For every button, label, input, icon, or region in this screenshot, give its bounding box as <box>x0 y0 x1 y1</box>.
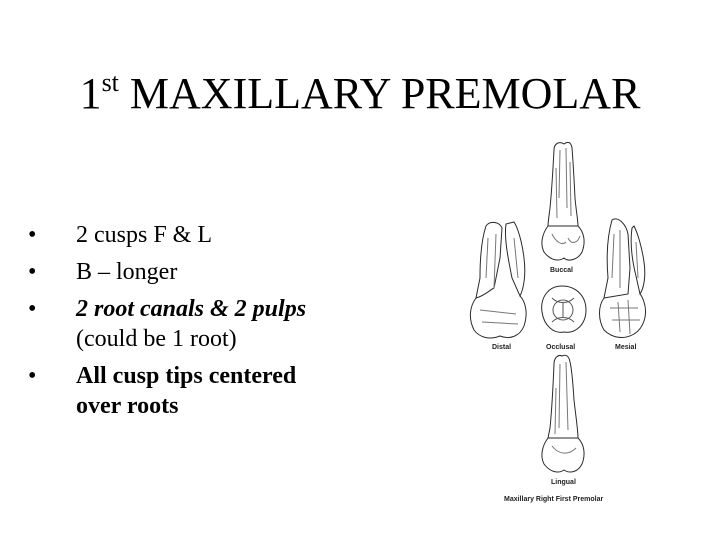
bullet-note: (could be 1 root) <box>76 326 237 352</box>
title-superscript: st <box>101 68 119 97</box>
label-lingual: Lingual <box>551 479 576 486</box>
tooth-figure <box>468 138 648 510</box>
bullet-item <box>28 220 408 250</box>
label-buccal: Buccal <box>550 267 573 274</box>
label-distal: Distal <box>492 344 512 351</box>
bullet-text: 2 cusps F & L <box>76 222 213 248</box>
distal-view <box>470 222 526 338</box>
buccal-view <box>542 142 584 260</box>
mesial-view <box>600 219 646 338</box>
bullet-list <box>28 220 408 428</box>
bullet-item <box>28 294 408 354</box>
lingual-view <box>542 355 584 472</box>
bullet-dot: • <box>28 259 37 285</box>
bullet-item <box>28 361 408 421</box>
title-prefix: 1 <box>79 69 102 118</box>
bullet-dot: • <box>28 363 37 389</box>
bullet-item <box>28 257 408 287</box>
tooth-illustration <box>468 138 648 510</box>
bullet-text: All cusp tips centered <box>76 363 297 389</box>
bullet-text-continued: over roots <box>76 393 179 419</box>
title-main: MAXILLARY PREMOLAR <box>129 69 641 118</box>
occlusal-view <box>542 286 586 332</box>
label-occlusal: Occlusal <box>546 344 576 351</box>
bullet-text: 2 root canals & 2 pulps <box>76 296 307 322</box>
slide-title <box>0 68 720 120</box>
figure-caption: Maxillary Right First Premolar <box>504 496 604 503</box>
bullet-text: B – longer <box>76 259 178 285</box>
bullet-dot: • <box>28 222 37 248</box>
bullet-dot: • <box>28 296 37 322</box>
label-mesial: Mesial <box>615 344 637 351</box>
